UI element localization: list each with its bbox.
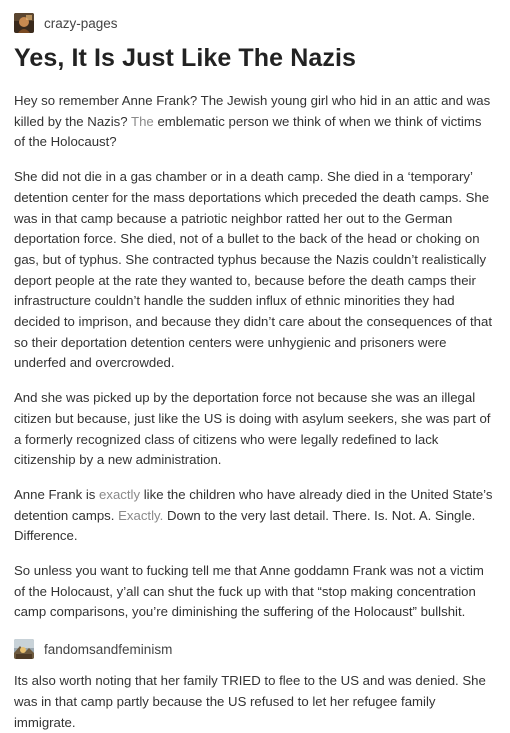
- landscape-avatar-icon: [14, 639, 34, 659]
- avatar[interactable]: [14, 13, 34, 33]
- post-paragraph-1: [14, 91, 494, 153]
- post-paragraph-2: She did not die in a gas chamber or in a death camp. She died in a ‘temporary’ detention center for the mass deportations which preceded the death camps. She was in that camp because a patriotic neighbor ratted her out to the German deportation force. She died, not of a bullet to the back of the head or choking on gas, but of typhus. She contracted typhus because the Nazis couldn’t realistically deport people at the rate they wanted to, because before the death camps their infrastructure couldn’t handle the sudden influx of ethnic minorities they had decided to imprison, and because they didn’t care about the consequences of that so their deportation detention centers were unhygienic and prisoners were underfed and overcrowded.: [14, 169, 493, 371]
- paragraph-4-emphasis-exactly: exactly: [99, 486, 141, 502]
- reblog-header: [14, 637, 494, 661]
- reblog-paragraph: Its also worth noting that her family TRIED to flee to the US and was denied. She was in that camp partly because the US refused to let her refugee family immigrate.: [14, 673, 486, 730]
- paragraph-4-text-a: Anne Frank is: [14, 486, 100, 502]
- post-username[interactable]: crazy-pages: [44, 15, 118, 31]
- post: [14, 0, 494, 733]
- paragraph-4-text-c: like the children who have already died in the United State’s detention camps.: [14, 486, 493, 523]
- paragraph-1-text-a: Hey so remember Anne Frank? The Jewish young girl who hid in an attic and was killed by the Nazis?: [14, 93, 491, 129]
- post-paragraph-4: [14, 485, 494, 547]
- post-paragraph-5: So unless you want to fucking tell me that Anne goddamn Frank was not a victim of the Holocaust, y’all can shut the fuck up with that “stop making concentration camp comparisons, you’re diminishing the suffering of the Holocaust” bullshit.: [14, 563, 484, 620]
- portrait-avatar-icon: [14, 13, 34, 33]
- post-header: [14, 12, 494, 34]
- paragraph-1-text-c: emblematic person we think of when we think of victims of the Holocaust?: [14, 113, 482, 150]
- reblog-avatar[interactable]: [14, 639, 34, 659]
- post-title: Yes, It Is Just Like The Nazis: [14, 44, 357, 72]
- reblog-username[interactable]: fandomsandfeminism: [44, 641, 173, 657]
- paragraph-1-emphasis: The: [131, 113, 154, 129]
- paragraph-4-text-e: Down to the very last detail. There. Is. Not. A. Single. Difference.: [14, 507, 476, 544]
- paragraph-4-emphasis-exactly-period: Exactly.: [118, 507, 164, 523]
- post-paragraph-3: And she was picked up by the deportation force not because she was an illegal citizen but because, just like the US is doing with asylum seekers, she was part of a formerly recognized class of citizens who were legally redefined to lack citizenship by a new administration.: [14, 390, 491, 468]
